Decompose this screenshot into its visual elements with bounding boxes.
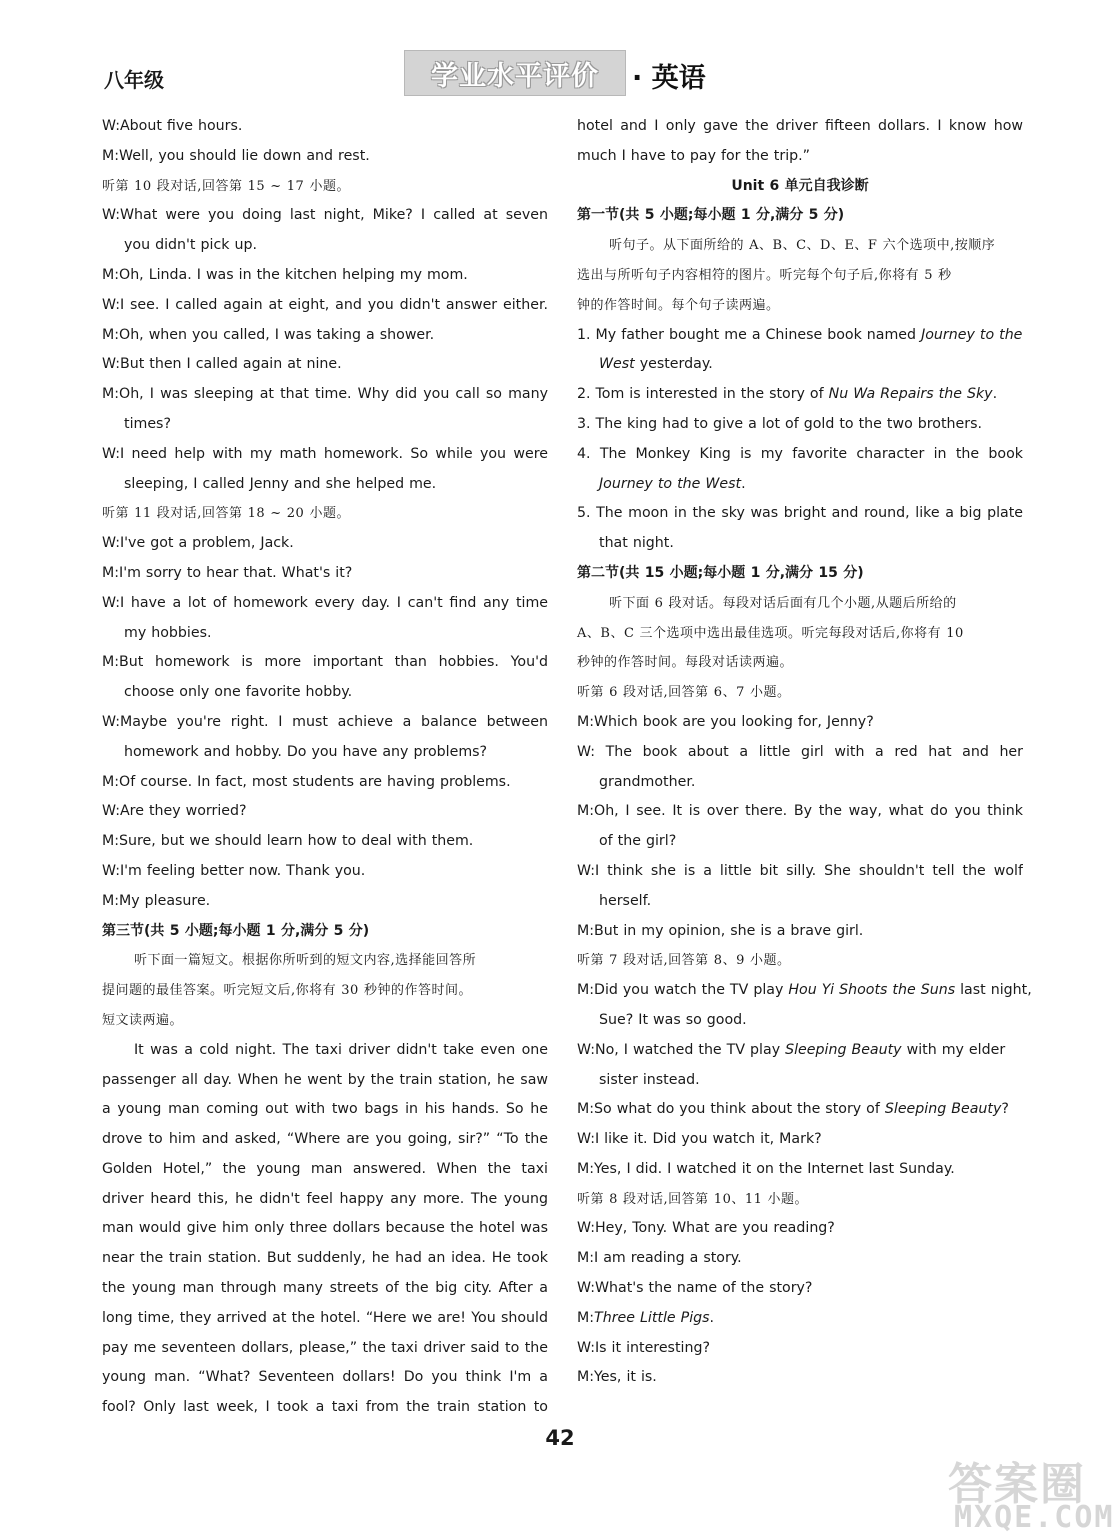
unit-title: Unit 6 单元自我诊断 xyxy=(731,177,869,194)
text-line: M:Oh, I was sleeping at that time. Why did you call so many xyxy=(102,386,548,403)
text-line: M:Sure, but we should learn how to deal with them. xyxy=(102,833,474,850)
sentence-item: 4. The Monkey King is my favorite character in the book xyxy=(577,445,1023,462)
text-line: M:Three Little Pigs. xyxy=(577,1309,715,1326)
text-line: M:Oh, I see. It is over there. By the way, what do you think xyxy=(577,803,1023,820)
text-line: my hobbies. xyxy=(124,624,212,641)
sentence-item: that night. xyxy=(599,535,674,552)
instruction-line: 提问题的最佳答案。听完短文后,你将有 30 秒钟的作答时间。 xyxy=(102,983,472,999)
text-line: times? xyxy=(124,415,171,432)
passage-line: Golden Hotel,” the young man answered. When the taxi xyxy=(102,1160,548,1177)
text-line: W:About five hours. xyxy=(102,118,243,134)
passage-line: passenger all day. When he went by the train station, he saw xyxy=(102,1071,548,1088)
text-line: M:But homework is more important than hobbies. You'd xyxy=(102,654,548,671)
book-title: 学业水平评价 xyxy=(404,50,626,96)
text-line: M:Yes, it is. xyxy=(577,1369,657,1386)
passage-line: hotel and I only gave the driver fifteen dollars. I know how xyxy=(577,118,1023,134)
watermark-en: MXQE.COM xyxy=(954,1500,1115,1535)
text-line: M:I'm sorry to hear that. What's it? xyxy=(102,564,353,581)
text-line: Sue? It was so good. xyxy=(599,1011,747,1028)
subject-label: · 英语 xyxy=(632,63,706,94)
text-line: W:I'm feeling better now. Thank you. xyxy=(102,862,366,879)
instruction-line: 听下面一篇短文。根据你所听到的短文内容,选择能回答所 xyxy=(134,953,477,969)
text-line: W:Is it interesting? xyxy=(577,1339,710,1356)
dialogue-heading: 听第 7 段对话,回答第 8、9 小题。 xyxy=(577,953,791,969)
instruction-line: 钟的作答时间。每个句子读两遍。 xyxy=(577,297,780,313)
sentence-item: 2. Tom is interested in the story of Nu Wa Repairs the Sky. xyxy=(577,386,998,403)
watermark-logo xyxy=(940,1448,1120,1536)
sentence-item: 3. The king had to give a lot of gold to the two brothers. xyxy=(577,415,982,432)
text-line: W: The book about a little girl with a red hat and her xyxy=(577,743,1023,760)
dialogue-heading: 听第 10 段对话,回答第 15 ~ 17 小题。 xyxy=(102,178,350,194)
instruction-line: 选出与所听句子内容相符的图片。听完每个句子后,你将有 5 秒 xyxy=(577,267,952,283)
right-column xyxy=(577,112,1032,1393)
text-line: M:My pleasure. xyxy=(102,892,211,909)
page-header xyxy=(0,0,1120,110)
sentence-item: 1. My father bought me a Chinese book named Journey to the xyxy=(577,326,1023,343)
passage-line: the young man through many streets of the big city. After a xyxy=(102,1280,548,1297)
text-line: sister instead. xyxy=(599,1071,700,1088)
dialogue-heading: 听第 8 段对话,回答第 10、11 小题。 xyxy=(577,1191,809,1207)
text-line: W:No, I watched the TV play Sleeping Beauty with my elder xyxy=(577,1041,1006,1058)
text-line: W:But then I called again at nine. xyxy=(102,356,342,373)
passage-line: drove to him and asked, “Where are you going, sir?” “To the xyxy=(102,1131,548,1148)
watermark-cn: 答案圈 xyxy=(948,1459,1086,1510)
sentence-item: West yesterday. xyxy=(599,356,713,373)
dialogue-heading: 听第 11 段对话,回答第 18 ~ 20 小题。 xyxy=(102,506,350,522)
text-line: you didn't pick up. xyxy=(124,237,257,254)
text-line: M:Well, you should lie down and rest. xyxy=(102,147,370,164)
passage-line: near the train station. But suddenly, he had an idea. He took xyxy=(102,1250,548,1267)
passage-line: fool? Only last week, I took a taxi from the train station to xyxy=(102,1399,548,1416)
passage-line: long time, they arrived at the hotel. “Here we are! You should xyxy=(102,1309,548,1326)
text-line: W:Maybe you're right. I must achieve a balance between xyxy=(102,713,548,730)
text-line: of the girl? xyxy=(599,833,677,850)
text-line: W:Are they worried? xyxy=(102,803,247,820)
text-line: W:I see. I called again at eight, and you didn't answer either. xyxy=(102,296,548,313)
text-line: W:I like it. Did you watch it, Mark? xyxy=(577,1131,822,1148)
page-number: 42 xyxy=(545,1426,575,1450)
section-heading: 第二节(共 15 小题;每小题 1 分,满分 15 分) xyxy=(577,564,864,581)
text-line: W:Hey, Tony. What are you reading? xyxy=(577,1220,835,1237)
grade-label: 八年级 xyxy=(104,68,164,92)
text-line: M:So what do you think about the story of Sleeping Beauty? xyxy=(577,1101,1009,1118)
text-line: W:I've got a problem, Jack. xyxy=(102,535,294,552)
passage-line: driver heard this, he didn't feel happy any more. The young xyxy=(102,1190,548,1207)
text-line: W:What were you doing last night, Mike? I called at seven xyxy=(102,207,548,224)
instruction-line: 听句子。从下面所给的 A、B、C、D、E、F 六个选项中,按顺序 xyxy=(609,238,996,254)
sentence-item: 5. The moon in the sky was bright and round, like a big plate xyxy=(577,505,1023,522)
left-column xyxy=(102,112,548,1423)
text-line: homework and hobby. Do you have any problems? xyxy=(124,743,488,760)
section-heading: 第一节(共 5 小题;每小题 1 分,满分 5 分) xyxy=(577,207,845,224)
text-line: M:Yes, I did. I watched it on the Internet last Sunday. xyxy=(577,1160,955,1177)
passage-line: young man. “What? Seventeen dollars! Do you think I'm a xyxy=(102,1369,548,1386)
text-line: choose only one favorite hobby. xyxy=(124,684,353,701)
text-line: W:I need help with my math homework. So while you were xyxy=(102,445,548,462)
instruction-line: 听下面 6 段对话。每段对话后面有几个小题,从题后所给的 xyxy=(609,595,957,611)
passage-line: much I have to pay for the trip.” xyxy=(577,147,811,164)
passage-line: a young man coming out with two bags in his hands. So he xyxy=(102,1101,548,1118)
passage-line: man would give him only three dollars because the hotel was xyxy=(102,1220,548,1237)
text-line: grandmother. xyxy=(599,773,696,790)
text-line: M:I am reading a story. xyxy=(577,1250,742,1267)
text-line: M:Oh, Linda. I was in the kitchen helping my mom. xyxy=(102,266,468,283)
text-line: W:I have a lot of homework every day. I can't find any time xyxy=(102,594,548,611)
text-line: herself. xyxy=(599,892,652,909)
dialogue-heading: 听第 6 段对话,回答第 6、7 小题。 xyxy=(577,685,791,701)
text-line: M:Of course. In fact, most students are having problems. xyxy=(102,773,511,790)
text-line: W:What's the name of the story? xyxy=(577,1280,813,1297)
text-line: M:Did you watch the TV play Hou Yi Shoots the Suns last night, xyxy=(577,982,1032,999)
text-line: W:I think she is a little bit silly. She shouldn't tell the wolf xyxy=(577,862,1023,879)
text-line: M:But in my opinion, she is a brave girl. xyxy=(577,922,864,939)
passage-line: It was a cold night. The taxi driver didn't take even one xyxy=(134,1041,548,1058)
section-heading: 第三节(共 5 小题;每小题 1 分,满分 5 分) xyxy=(102,922,370,939)
passage-line: pay me seventeen dollars, please,” the taxi driver said to the xyxy=(102,1339,548,1356)
text-line: M:Oh, when you called, I was taking a shower. xyxy=(102,326,435,343)
text-line: M:Which book are you looking for, Jenny? xyxy=(577,713,874,730)
text-line: sleeping, I called Jenny and she helped me. xyxy=(124,475,437,492)
instruction-line: 短文读两遍。 xyxy=(102,1012,184,1028)
instruction-line: 秒钟的作答时间。每段对话读两遍。 xyxy=(577,655,794,671)
instruction-line: A、B、C 三个选项中选出最佳选项。听完每段对话后,你将有 10 xyxy=(577,625,964,641)
sentence-item: Journey to the West. xyxy=(599,475,746,492)
